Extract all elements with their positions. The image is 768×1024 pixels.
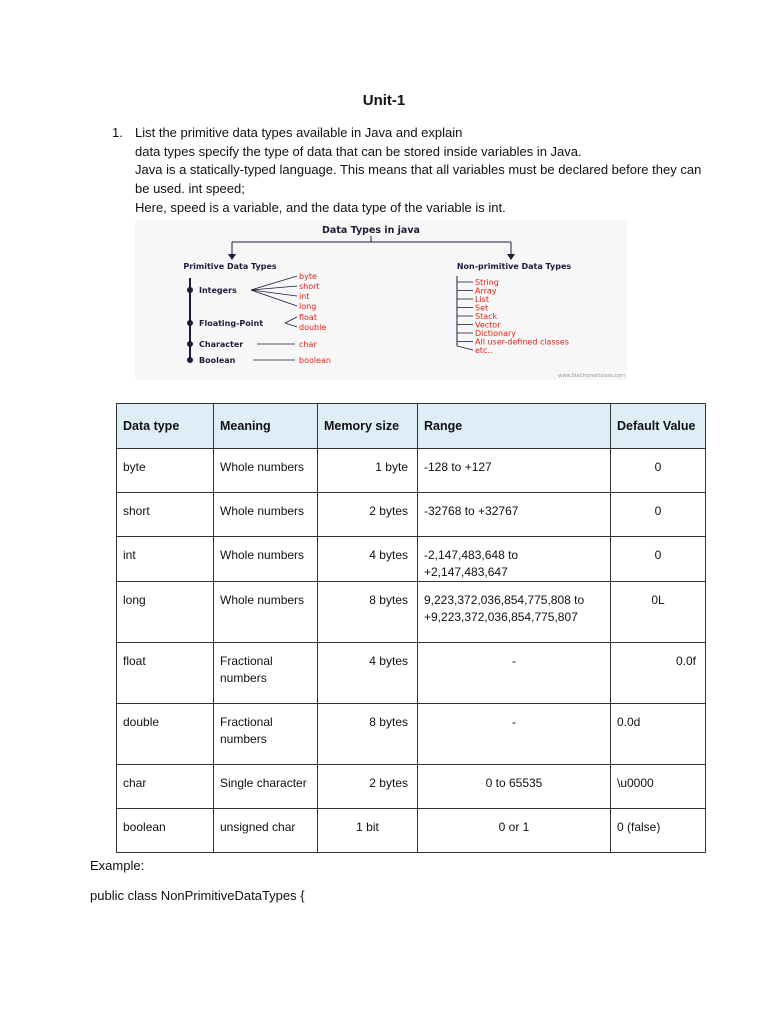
example-label: Example: xyxy=(90,858,145,873)
cell-meaning: Fractional numbers xyxy=(214,643,318,704)
table-row xyxy=(117,582,706,643)
group-integers: Integers xyxy=(199,286,237,295)
cell-default: 0L xyxy=(611,582,706,643)
primitive-label: Primitive Data Types xyxy=(183,262,277,271)
table-row xyxy=(117,449,706,493)
type-string: String xyxy=(475,278,499,287)
cell-meaning: Fractional numbers xyxy=(214,704,318,765)
header-range: Range xyxy=(418,404,611,449)
cell-meaning: Whole numbers xyxy=(214,449,318,493)
branch-line xyxy=(285,317,297,323)
question-line: data types specify the type of data that can be stored inside variables in Java. xyxy=(135,143,582,159)
cell-range: - xyxy=(418,704,611,765)
page-title: Unit-1 xyxy=(362,92,406,109)
header-data-type: Data type xyxy=(117,404,214,449)
cell-memory: 4 bytes xyxy=(318,643,418,704)
arrow-down-icon xyxy=(228,254,236,260)
type-etc: etc.. xyxy=(475,346,493,355)
type-float: float xyxy=(299,313,317,322)
type-vector: Vector xyxy=(475,320,501,330)
code-line: public class NonPrimitiveDataTypes { xyxy=(90,888,305,903)
type-dictionary: Dictionary xyxy=(475,329,517,338)
cell-meaning: Whole numbers xyxy=(214,537,318,582)
table-row xyxy=(117,643,706,704)
branch-line xyxy=(285,323,297,327)
table-row xyxy=(117,809,706,853)
nonprimitive-label: Non-primitive Data Types xyxy=(456,262,572,271)
type-char: char xyxy=(299,340,317,349)
data-types-diagram xyxy=(135,220,627,380)
cell-type: byte xyxy=(117,449,214,493)
bullet-icon xyxy=(187,341,193,347)
cell-range: -32768 to +32767 xyxy=(418,493,611,537)
group-boolean: Boolean xyxy=(199,356,236,365)
cell-default: 0.0f xyxy=(611,643,706,704)
type-double: double xyxy=(299,323,327,332)
cell-range: - xyxy=(418,643,611,704)
bullet-icon xyxy=(187,357,193,363)
type-array: Array xyxy=(475,286,497,296)
cell-type: short xyxy=(117,493,214,537)
type-byte: byte xyxy=(299,272,317,281)
branch-line xyxy=(251,290,297,296)
type-int: int xyxy=(299,292,310,301)
question-number: 1. xyxy=(112,125,123,140)
cell-range: 0 to 65535 xyxy=(418,765,611,809)
cell-meaning: Single character xyxy=(214,765,318,809)
cell-memory: 8 bytes xyxy=(318,582,418,643)
cell-memory: 8 bytes xyxy=(318,704,418,765)
cell-type: long xyxy=(117,582,214,643)
question-line: Java is a statically-typed language. This means that all variables must be declared before they can xyxy=(135,162,702,178)
cell-memory: 4 bytes xyxy=(318,537,418,582)
cell-type: float xyxy=(117,643,214,704)
cell-default: 0 xyxy=(611,449,706,493)
table-header-row xyxy=(117,404,706,449)
group-floating-point: Floating-Point xyxy=(199,319,264,328)
nonprimitive-list xyxy=(457,278,569,355)
cell-memory: 2 bytes xyxy=(318,765,418,809)
cell-default: 0 xyxy=(611,537,706,582)
cell-range: -128 to +127 xyxy=(418,449,611,493)
type-boolean: boolean xyxy=(299,356,331,365)
table-row xyxy=(117,704,706,765)
table-row xyxy=(117,537,706,582)
branch-line xyxy=(457,346,473,350)
type-short: short xyxy=(299,282,320,291)
cell-memory: 1 bit xyxy=(318,809,418,853)
cell-default: \u0000 xyxy=(611,765,706,809)
cell-meaning: Whole numbers xyxy=(214,582,318,643)
bullet-icon xyxy=(187,287,193,293)
cell-type: boolean xyxy=(117,809,214,853)
header-meaning: Meaning xyxy=(214,404,318,449)
type-list: List xyxy=(475,295,489,304)
type-long: long xyxy=(299,302,317,311)
cell-memory: 1 byte xyxy=(318,449,418,493)
group-character: Character xyxy=(199,340,244,349)
type-stack: Stack xyxy=(475,312,498,321)
cell-default: 0 xyxy=(611,493,706,537)
cell-range: 0 or 1 xyxy=(418,809,611,853)
question-1 xyxy=(112,124,712,218)
table-row xyxy=(117,493,706,537)
cell-range: -2,147,483,648 to +2,147,483,647 xyxy=(418,537,611,582)
table-row xyxy=(117,765,706,809)
type-set: Set xyxy=(475,303,489,313)
cell-memory: 2 bytes xyxy=(318,493,418,537)
cell-default: 0.0d xyxy=(611,704,706,765)
diagram-title: Data Types in java xyxy=(322,225,420,236)
cell-meaning: unsigned char xyxy=(214,809,318,853)
type-user-defined: All user-defined classes xyxy=(475,337,569,347)
branch-line xyxy=(251,290,297,306)
cell-type: char xyxy=(117,765,214,809)
cell-range: 9,223,372,036,854,775,808 to +9,223,372,036,854,775,807 xyxy=(418,582,611,643)
question-line: Here, speed is a variable, and the data type of the variable is int. xyxy=(135,199,506,215)
diagram-svg xyxy=(135,220,627,380)
arrow-down-icon xyxy=(507,254,515,260)
question-line: be used. int speed; xyxy=(135,181,245,197)
cell-default: 0 (false) xyxy=(611,809,706,853)
data-types-table xyxy=(116,403,706,853)
cell-meaning: Whole numbers xyxy=(214,493,318,537)
header-default-value: Default Value xyxy=(611,404,706,449)
cell-type: int xyxy=(117,537,214,582)
cell-type: double xyxy=(117,704,214,765)
diagram-watermark: www.btechsmartclass.com xyxy=(558,373,625,379)
question-line: List the primitive data types available in Java and explain xyxy=(135,125,463,140)
bullet-icon xyxy=(187,320,193,326)
header-memory-size: Memory size xyxy=(318,404,418,449)
